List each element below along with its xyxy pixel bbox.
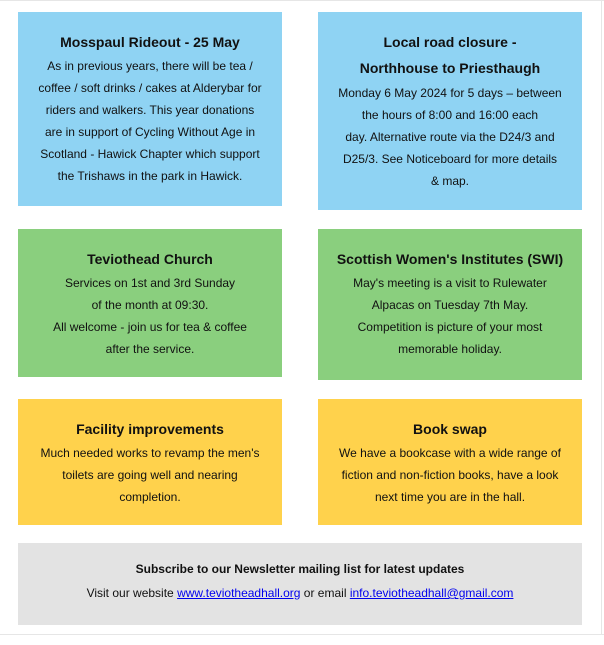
card-line: & map. xyxy=(430,174,469,188)
card-line: day. Alternative route via the D24/3 and xyxy=(345,130,555,144)
card-line: memorable holiday. xyxy=(398,342,502,356)
card-facility-improvements xyxy=(18,399,282,525)
card-line: the Trishaws in the park in Hawick. xyxy=(57,169,243,183)
subscribe-title: Subscribe to our Newsletter mailing list for latest updates xyxy=(135,562,465,576)
card-title: Scottish Women's Institutes (SWI) xyxy=(336,251,564,267)
email-link[interactable]: info.teviotheadhall@gmail.com xyxy=(349,586,514,600)
card-title: Mosspaul Rideout - 25 May xyxy=(60,34,240,50)
card-body xyxy=(332,442,568,508)
card-line: toilets are going well and nearing xyxy=(62,468,238,482)
right-border-line xyxy=(601,0,602,635)
card-line: after the service. xyxy=(105,342,195,356)
card-line: fiction and non-fiction books, have a look xyxy=(341,468,559,482)
card-body xyxy=(332,272,568,360)
card-line: coffee / soft drinks / cakes at Alderybar for xyxy=(38,81,262,95)
card-line: Much needed works to revamp the men's xyxy=(40,446,260,460)
card-book-swap xyxy=(318,399,582,525)
card-line: D25/3. See Noticeboard for more details xyxy=(342,152,558,166)
card-title-line: Local road closure - xyxy=(383,34,517,50)
card-swi xyxy=(318,229,582,380)
email-prefix: or email xyxy=(300,586,350,600)
card-line: riders and walkers. This year donations xyxy=(45,103,255,117)
card-title: Facility improvements xyxy=(76,421,224,437)
card-line: completion. xyxy=(119,490,181,504)
card-road-closure xyxy=(318,12,582,210)
website-prefix: Visit our website xyxy=(86,586,178,600)
card-line: next time you are in the hall. xyxy=(374,490,526,504)
top-border-line xyxy=(0,0,604,1)
card-line: Competition is picture of your most xyxy=(357,320,543,334)
card-line: May's meeting is a visit to Rulewater xyxy=(353,276,547,290)
card-title: Teviothead Church xyxy=(87,251,213,267)
card-body xyxy=(332,82,568,192)
card-body xyxy=(32,442,268,508)
card-line: As in previous years, there will be tea / xyxy=(47,59,253,73)
card-line: the hours of 8:00 and 16:00 each xyxy=(361,108,539,122)
card-line: All welcome - join us for tea & coffee xyxy=(53,320,247,334)
subscribe-panel xyxy=(18,543,582,625)
bottom-border-line xyxy=(0,634,604,635)
card-line: are in support of Cycling Without Age in xyxy=(44,125,256,139)
website-link[interactable]: www.teviotheadhall.org xyxy=(177,586,301,600)
card-line: Services on 1st and 3rd Sunday xyxy=(64,276,236,290)
card-title: Book swap xyxy=(413,421,487,437)
card-title-line: Northhouse to Priesthaugh xyxy=(359,60,541,76)
card-line: Alpacas on Tuesday 7th May. xyxy=(371,298,529,312)
subscribe-contact-line xyxy=(18,581,582,605)
card-line: Monday 6 May 2024 for 5 days – between xyxy=(338,86,562,100)
card-teviothead-church xyxy=(18,229,282,377)
card-body xyxy=(32,272,268,360)
card-body xyxy=(32,55,268,187)
card-line: of the month at 09:30. xyxy=(91,298,209,312)
card-line: We have a bookcase with a wide range of xyxy=(339,446,561,460)
card-line: Scotland - Hawick Chapter which support xyxy=(40,147,260,161)
card-mosspaul-rideout xyxy=(18,12,282,206)
